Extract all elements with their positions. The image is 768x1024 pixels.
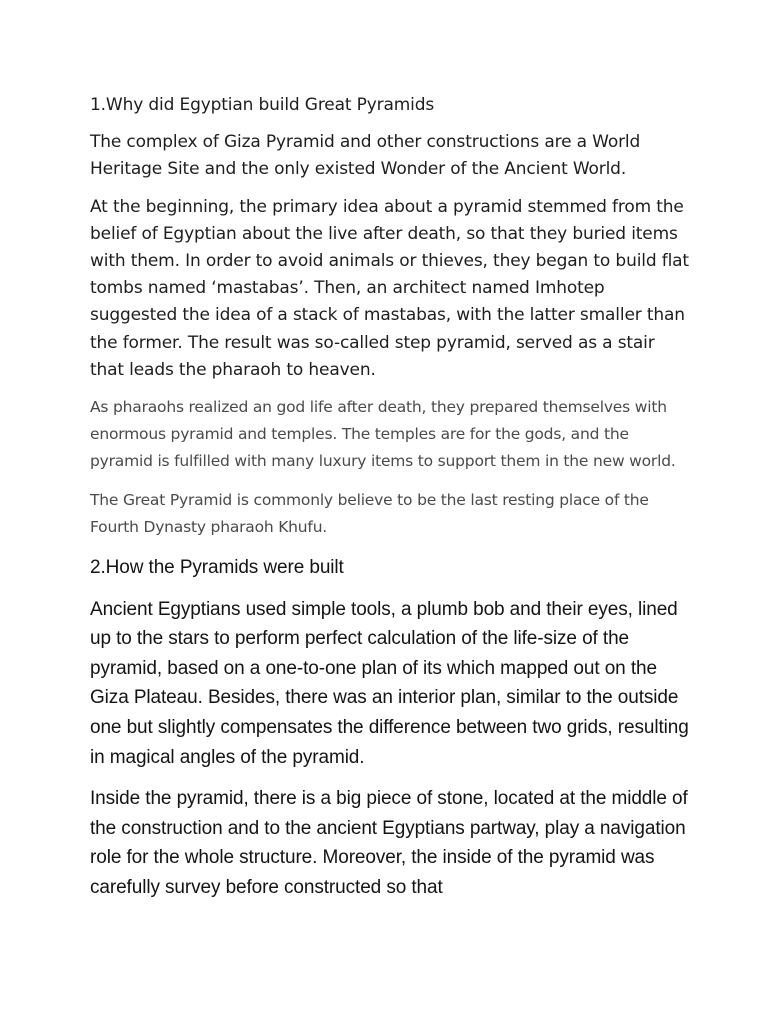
- paragraph-simple-tools: Ancient Egyptians used simple tools, a plumb bob and their eyes, lined up to the stars to perform perfect calculation of the life-size of the pyramid, based on a one-to-one plan of its which mapped out on the Giza Plateau. Besides, there was an interior plan, similar to the outside one but slightly compensates the difference between two grids, resulting in magical angles of the pyramid.: [90, 598, 689, 768]
- paragraph-beginning-mastabas: At the beginning, the primary idea about a pyramid stemmed from the belief of Egyptian about the live after death, so that they buried items with them. In order to avoid animals or thieves, they began to build flat tombs named ‘mastabas’. Then, an architect named Imhotep suggested the idea of a stack of mastabas, with the latter smaller than the former. The result was so-called step pyramid, served as a stair that leads the pharaoh to heaven.: [90, 196, 689, 380]
- paragraph-pharaohs-afterlife: As pharaohs realized an god life after death, they prepared themselves with enormous pyramid and temples. The temples are for the gods, and the pyramid is fulfilled with many luxury items to support them in the new world.: [90, 398, 676, 471]
- document-body: [90, 92, 690, 915]
- section-heading-how-built: 2.How the Pyramids were built: [90, 557, 344, 579]
- paragraph-world-heritage: The complex of Giza Pyramid and other constructions are a World Heritage Site and the only existed Wonder of the Ancient World.: [90, 132, 641, 180]
- paragraph-inside-pyramid: Inside the pyramid, there is a big piece of stone, located at the middle of the construction and to the ancient Egyptians partway, play a navigation role for the whole structure. Moreover, the inside of the pyramid was carefully survey before constructed so that: [90, 788, 688, 898]
- paragraph-khufu: The Great Pyramid is commonly believe to be the last resting place of the Fourth Dynasty pharaoh Khufu.: [90, 491, 649, 537]
- section-heading-why-build: 1.Why did Egyptian build Great Pyramids: [90, 95, 435, 115]
